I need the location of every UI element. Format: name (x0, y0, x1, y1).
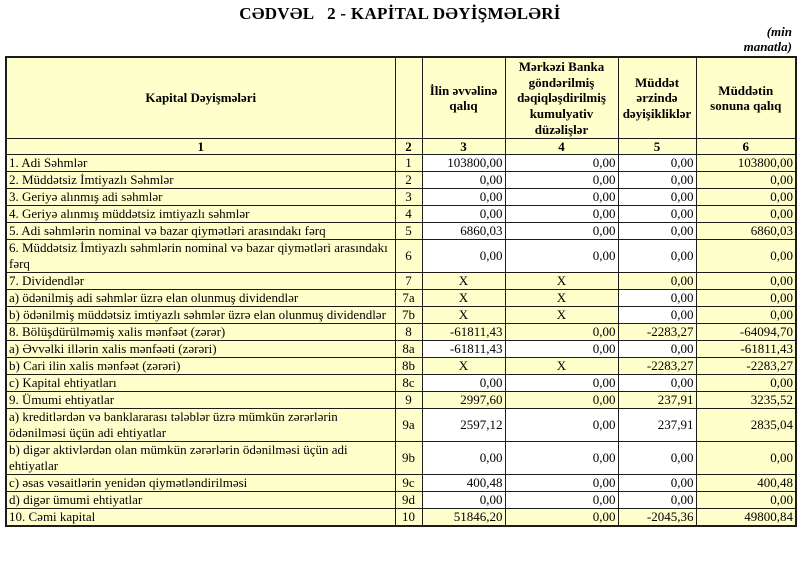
row-label: d) digər ümumi ehtiyatlar (6, 491, 395, 508)
table-row (6, 491, 796, 508)
table-row (6, 441, 796, 474)
row-label: b) ödənilmiş müddətsiz imtiyazlı səhmlər üzrə elan olunmuş dividendlər (6, 307, 395, 324)
column-index: 3 (422, 139, 505, 155)
table-row (6, 375, 796, 392)
table-row (6, 273, 796, 290)
value-cell: -2283,27 (696, 358, 796, 375)
row-label: 6. Müddətsiz İmtiyazlı səhmlərin nominal və bazar qiymətləri arasındakı fərq (6, 240, 395, 273)
value-cell: 0,00 (505, 508, 618, 526)
value-cell: 3235,52 (696, 392, 796, 409)
value-cell: 0,00 (696, 375, 796, 392)
column-header-closing-balance: Müddətin sonuna qalıq (696, 57, 796, 139)
row-code: 2 (395, 172, 422, 189)
row-code: 9d (395, 491, 422, 508)
value-cell: 0,00 (618, 273, 696, 290)
column-header-capital: Kapital Dəyişmələri (6, 57, 395, 139)
row-label: 5. Adi səhmlərin nominal və bazar qiymətləri arasındakı fərq (6, 223, 395, 240)
value-cell: 0,00 (505, 172, 618, 189)
row-label: 3. Geriyə alınmış adi səhmlər (6, 189, 395, 206)
not-applicable-cell: X (422, 290, 505, 307)
table-header (6, 57, 796, 155)
value-cell: 0,00 (618, 206, 696, 223)
table-row (6, 307, 796, 324)
value-cell: 0,00 (696, 491, 796, 508)
row-code: 7 (395, 273, 422, 290)
table-row (6, 172, 796, 189)
row-code: 8c (395, 375, 422, 392)
value-cell: 0,00 (696, 441, 796, 474)
row-code: 10 (395, 508, 422, 526)
row-code: 5 (395, 223, 422, 240)
value-cell: -61811,43 (696, 341, 796, 358)
row-code: 9 (395, 392, 422, 409)
row-label: 2. Müddətsiz İmtiyazlı Səhmlər (6, 172, 395, 189)
value-cell: 0,00 (505, 240, 618, 273)
value-cell: 0,00 (505, 155, 618, 172)
not-applicable-cell: X (422, 273, 505, 290)
row-code: 8a (395, 341, 422, 358)
row-code: 1 (395, 155, 422, 172)
value-cell: 237,91 (618, 409, 696, 442)
value-cell: 2997,60 (422, 392, 505, 409)
table-row (6, 324, 796, 341)
row-code: 7b (395, 307, 422, 324)
value-cell: 0,00 (422, 240, 505, 273)
value-cell: 0,00 (505, 324, 618, 341)
value-cell: 103800,00 (422, 155, 505, 172)
column-index: 5 (618, 139, 696, 155)
value-cell: 0,00 (505, 206, 618, 223)
row-code: 9c (395, 474, 422, 491)
not-applicable-cell: X (505, 290, 618, 307)
row-label: a) ödənilmiş adi səhmlər üzrə elan olunmuş dividendlər (6, 290, 395, 307)
capital-changes-table (5, 56, 797, 527)
value-cell: 0,00 (618, 307, 696, 324)
value-cell: 0,00 (618, 172, 696, 189)
value-cell: 6860,03 (696, 223, 796, 240)
value-cell: 400,48 (422, 474, 505, 491)
value-cell: 0,00 (505, 441, 618, 474)
value-cell: 0,00 (422, 491, 505, 508)
row-label: 1. Adi Səhmlər (6, 155, 395, 172)
row-label: c) Kapital ehtiyatları (6, 375, 395, 392)
page-title: CƏDVƏL 2 - KAPİTAL DƏYİŞMƏLƏRİ (239, 4, 561, 23)
value-cell: 0,00 (618, 189, 696, 206)
value-cell: 2597,12 (422, 409, 505, 442)
row-code: 8 (395, 324, 422, 341)
value-cell: 0,00 (618, 223, 696, 240)
row-label: b) digər aktivlərdən olan mümkün zərərlərin ödənilməsi üçün adi ehtiyatlar (6, 441, 395, 474)
row-label: 7. Dividendlər (6, 273, 395, 290)
table-row (6, 290, 796, 307)
not-applicable-cell: X (505, 358, 618, 375)
table-body (6, 155, 796, 526)
value-cell: 0,00 (696, 189, 796, 206)
not-applicable-cell: X (505, 273, 618, 290)
table-row (6, 223, 796, 240)
column-header-cumulative-adjustments: Mərkəzi Banka göndərilmiş dəqiqləşdirilmiş kumulyativ düzəlişlər (505, 57, 618, 139)
value-cell: 0,00 (505, 341, 618, 358)
value-cell: 0,00 (505, 375, 618, 392)
value-cell: 0,00 (696, 172, 796, 189)
value-cell: 0,00 (696, 206, 796, 223)
table-row (6, 206, 796, 223)
table-row (6, 358, 796, 375)
value-cell: 0,00 (422, 189, 505, 206)
row-label: b) Cari ilin xalis mənfəət (zərəri) (6, 358, 395, 375)
table-row (6, 474, 796, 491)
value-cell: -61811,43 (422, 324, 505, 341)
row-label: 8. Bölüşdürülməmiş xalis mənfəət (zərər) (6, 324, 395, 341)
value-cell: 0,00 (422, 441, 505, 474)
row-label: 4. Geriyə alınmış müddətsiz imtiyazlı səhmlər (6, 206, 395, 223)
column-index: 1 (6, 139, 395, 155)
value-cell: 0,00 (618, 290, 696, 307)
row-code: 9b (395, 441, 422, 474)
value-cell: 49800,84 (696, 508, 796, 526)
value-cell: -64094,70 (696, 324, 796, 341)
value-cell: 0,00 (696, 307, 796, 324)
value-cell: -2045,36 (618, 508, 696, 526)
value-cell: -61811,43 (422, 341, 505, 358)
column-header-opening-balance: İlin əvvəlinə qalıq (422, 57, 505, 139)
value-cell: 0,00 (618, 441, 696, 474)
table-row (6, 341, 796, 358)
column-index: 6 (696, 139, 796, 155)
value-cell: -2283,27 (618, 358, 696, 375)
table-header-row (6, 57, 796, 139)
table-row (6, 409, 796, 442)
row-label: a) Əvvəlki illərin xalis mənfəəti (zərəri) (6, 341, 395, 358)
not-applicable-cell: X (505, 307, 618, 324)
value-cell: 6860,03 (422, 223, 505, 240)
not-applicable-cell: X (422, 307, 505, 324)
not-applicable-cell: X (422, 358, 505, 375)
table-row (6, 155, 796, 172)
value-cell: 0,00 (422, 375, 505, 392)
value-cell: 0,00 (422, 172, 505, 189)
table-row (6, 240, 796, 273)
row-code: 3 (395, 189, 422, 206)
value-cell: 0,00 (505, 189, 618, 206)
value-cell: 0,00 (618, 474, 696, 491)
row-code: 7a (395, 290, 422, 307)
value-cell: 0,00 (696, 290, 796, 307)
column-index: 2 (395, 139, 422, 155)
value-cell: 0,00 (422, 206, 505, 223)
column-index: 4 (505, 139, 618, 155)
value-cell: 0,00 (696, 273, 796, 290)
column-header-period-changes: Müddət ərzində dəyişikliklər (618, 57, 696, 139)
value-cell: 0,00 (696, 240, 796, 273)
value-cell: 0,00 (505, 223, 618, 240)
row-label: 10. Cəmi kapital (6, 508, 395, 526)
value-cell: 0,00 (618, 341, 696, 358)
value-cell: 2835,04 (696, 409, 796, 442)
column-header-code (395, 57, 422, 139)
value-cell: 237,91 (618, 392, 696, 409)
row-code: 6 (395, 240, 422, 273)
value-cell: 51846,20 (422, 508, 505, 526)
value-cell: 0,00 (618, 375, 696, 392)
unit-note: (min manatla) (743, 24, 792, 54)
value-cell: 0,00 (505, 491, 618, 508)
row-code: 4 (395, 206, 422, 223)
table-row (6, 392, 796, 409)
value-cell: 0,00 (505, 409, 618, 442)
row-label: a) kreditlərdən və banklararası tələblər üzrə mümkün zərərlərin ödənilməsi üçün adi ehtiyatlar (6, 409, 395, 442)
row-label: 9. Ümumi ehtiyatlar (6, 392, 395, 409)
row-label: c) əsas vəsaitlərin yenidən qiymətləndirilməsi (6, 474, 395, 491)
value-cell: 0,00 (505, 392, 618, 409)
value-cell: 0,00 (618, 155, 696, 172)
row-code: 9a (395, 409, 422, 442)
table-row (6, 508, 796, 526)
value-cell: 0,00 (505, 474, 618, 491)
column-index-row (6, 139, 796, 155)
row-code: 8b (395, 358, 422, 375)
table-row (6, 189, 796, 206)
value-cell: 0,00 (618, 491, 696, 508)
value-cell: 103800,00 (696, 155, 796, 172)
value-cell: -2283,27 (618, 324, 696, 341)
value-cell: 400,48 (696, 474, 796, 491)
value-cell: 0,00 (618, 240, 696, 273)
